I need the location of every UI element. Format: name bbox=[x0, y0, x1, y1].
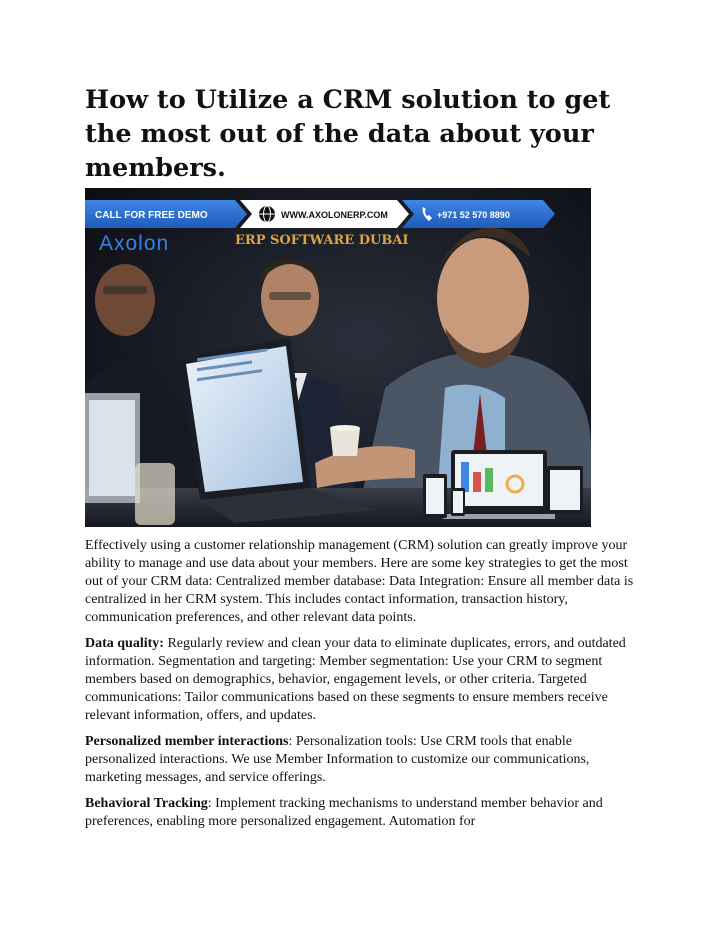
coffee-cup bbox=[330, 425, 360, 456]
paragraph-text: : Personalization tools: Use CRM tools that enable personalized interactions. We use Member Information to customize our communications, marketing messages, and service offerings. bbox=[85, 734, 590, 785]
paragraph-behavioral bbox=[85, 795, 640, 831]
tagline: ERP SOFTWARE DUBAI bbox=[235, 233, 409, 248]
paragraph-lead: Personalized member interactions bbox=[85, 734, 289, 749]
globe-icon bbox=[259, 206, 275, 222]
paragraph-text: Regularly review and clean your data to eliminate duplicates, errors, and outdated information. Segmentation and targeting: Member segmentation: Use your CRM to segment members based on demographics, behavior, engagement levels, or other criteria. Targeted communications: Tailor communications based on these segments to ensure members receive relevant information, offers, and updates. bbox=[85, 636, 626, 723]
paragraph-intro bbox=[85, 537, 640, 627]
hero-illustration bbox=[85, 188, 591, 527]
article-title: How to Utilize a CRM solution to get the most out of the data about your members. bbox=[85, 85, 611, 183]
paragraph-text: Effectively using a customer relationship management (CRM) solution can greatly improve your ability to manage and use data about your members. Here are some key strategies to get the most out of your CRM data: Centralized member database: Data Integration: Ensure all member data is centralized in her CRM system. This includes contact information, transaction history, communication preferences, and other relevant data points. bbox=[85, 538, 634, 625]
website-text: WWW.AXOLONERP.COM bbox=[281, 210, 388, 220]
hero-image bbox=[85, 188, 591, 527]
brand-logo: Axolon bbox=[99, 232, 170, 255]
article-body bbox=[85, 537, 640, 839]
paragraph-lead: Data quality: bbox=[85, 636, 164, 651]
paragraph-text: : Implement tracking mechanisms to understand member behavior and preferences, enabling more personalized engagement. Automation for bbox=[85, 796, 603, 829]
paragraph-personalized bbox=[85, 733, 640, 787]
paragraph-lead: Behavioral Tracking bbox=[85, 796, 208, 811]
paragraph-data-quality bbox=[85, 635, 640, 725]
phone-text: +971 52 570 8890 bbox=[437, 210, 510, 220]
call-text: CALL FOR FREE DEMO bbox=[95, 210, 208, 221]
